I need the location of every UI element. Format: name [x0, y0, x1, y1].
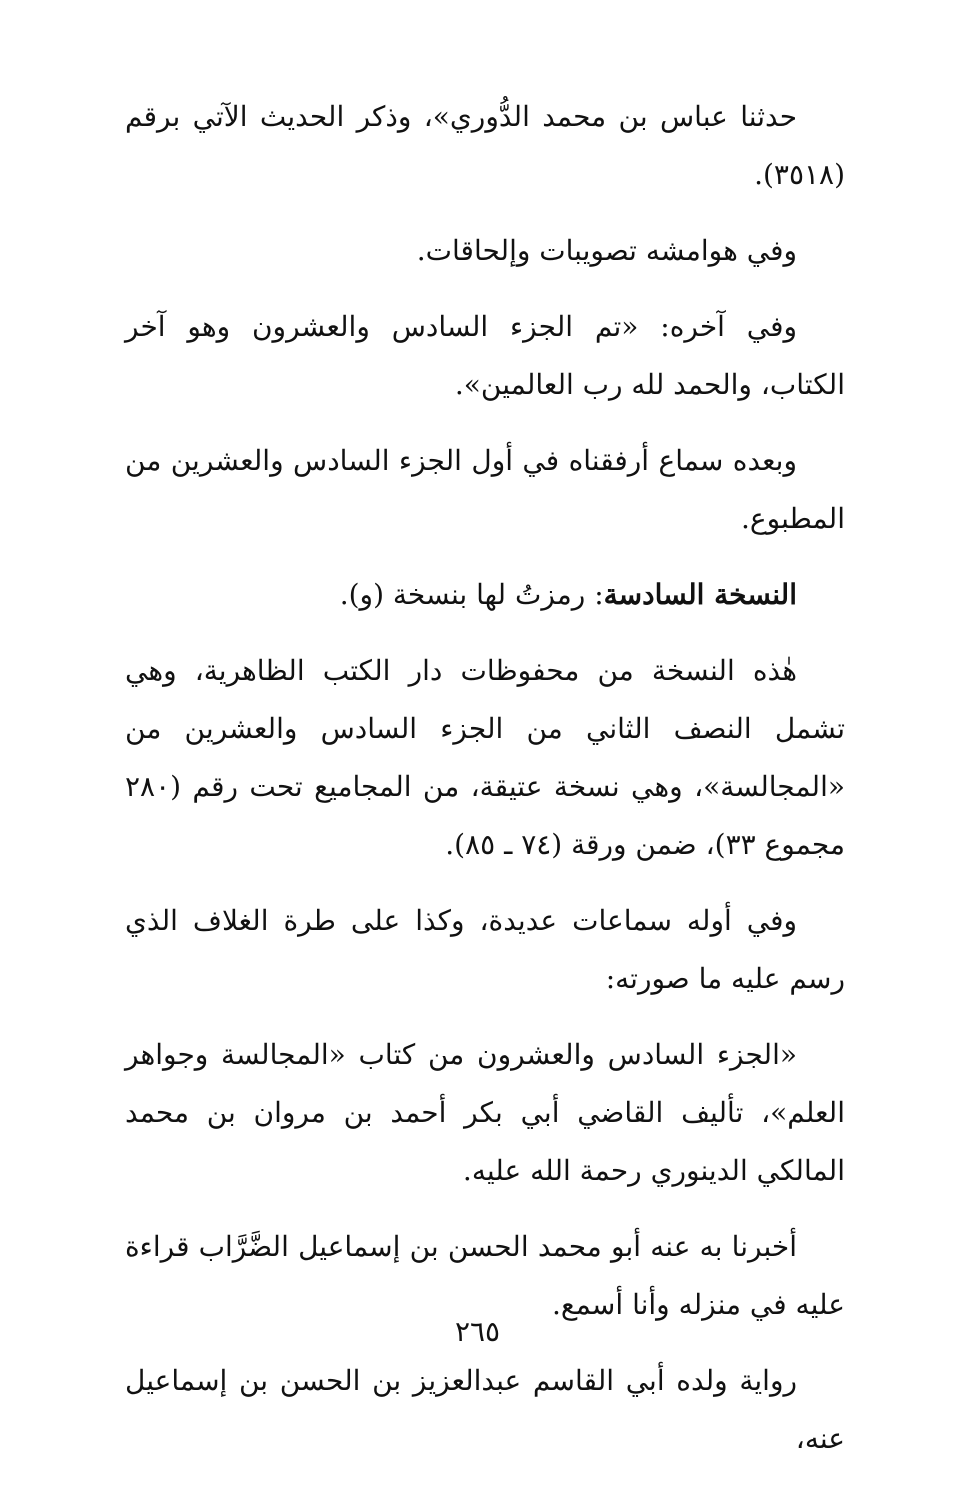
section-heading [125, 566, 845, 624]
paragraph-narration-chain: رواية ولده أبي القاسم عبدالعزيز بن الحسن بن إسماعيل عنه، [125, 1364, 845, 1455]
page-number: ٢٦٥ [454, 1315, 501, 1348]
paragraph-transmission: أخبرنا به عنه أبو محمد الحسن بن إسماعيل الضَّرَّاب قراءة عليه في منزله وأنا أسمع. [125, 1230, 845, 1321]
section-heading-rest: : رمزتُ لها بنسخة (و). [339, 578, 604, 611]
body-text [125, 88, 845, 1486]
paragraph-audition: وبعده سماع أرفقناه في أول الجزء السادس والعشرين من المطبوع. [125, 444, 845, 535]
paragraph-narration: حدثنا عباس بن محمد الدُّوري»، وذكر الحديث الآتي برقم (٣٥١٨). [125, 100, 845, 191]
paragraph-margins: وفي هوامشه تصويبات وإلحاقات. [416, 234, 797, 267]
paragraph-manuscript-description: هٰذه النسخة من محفوظات دار الكتب الظاهرية، وهي تشمل النصف الثاني من الجزء السادس والعشرين من «المجالسة»، وهي نسخة عتيقة، من المجاميع تحت رقم (٢٨٠ مجموع ٣٣)، ضمن ورقة (٧٤ ـ ٨٥). [125, 654, 845, 861]
section-heading-lead: النسخة السادسة [603, 578, 797, 611]
paragraph-cover-auditions: وفي أوله سماعات عديدة، وكذا على طرة الغلاف الذي رسم عليه ما صورته: [125, 904, 845, 995]
paragraph-ending: وفي آخره: «تم الجزء السادس والعشرون وهو آخر الكتاب، والحمد لله رب العالمين». [125, 310, 845, 401]
paragraph-cover-title: «الجزء السادس والعشرون من كتاب «المجالسة وجواهر العلم»، تأليف القاضي أبي بكر أحمد بن مروان بن محمد المالكي الدينوري رحمة الله عليه. [125, 1038, 845, 1187]
